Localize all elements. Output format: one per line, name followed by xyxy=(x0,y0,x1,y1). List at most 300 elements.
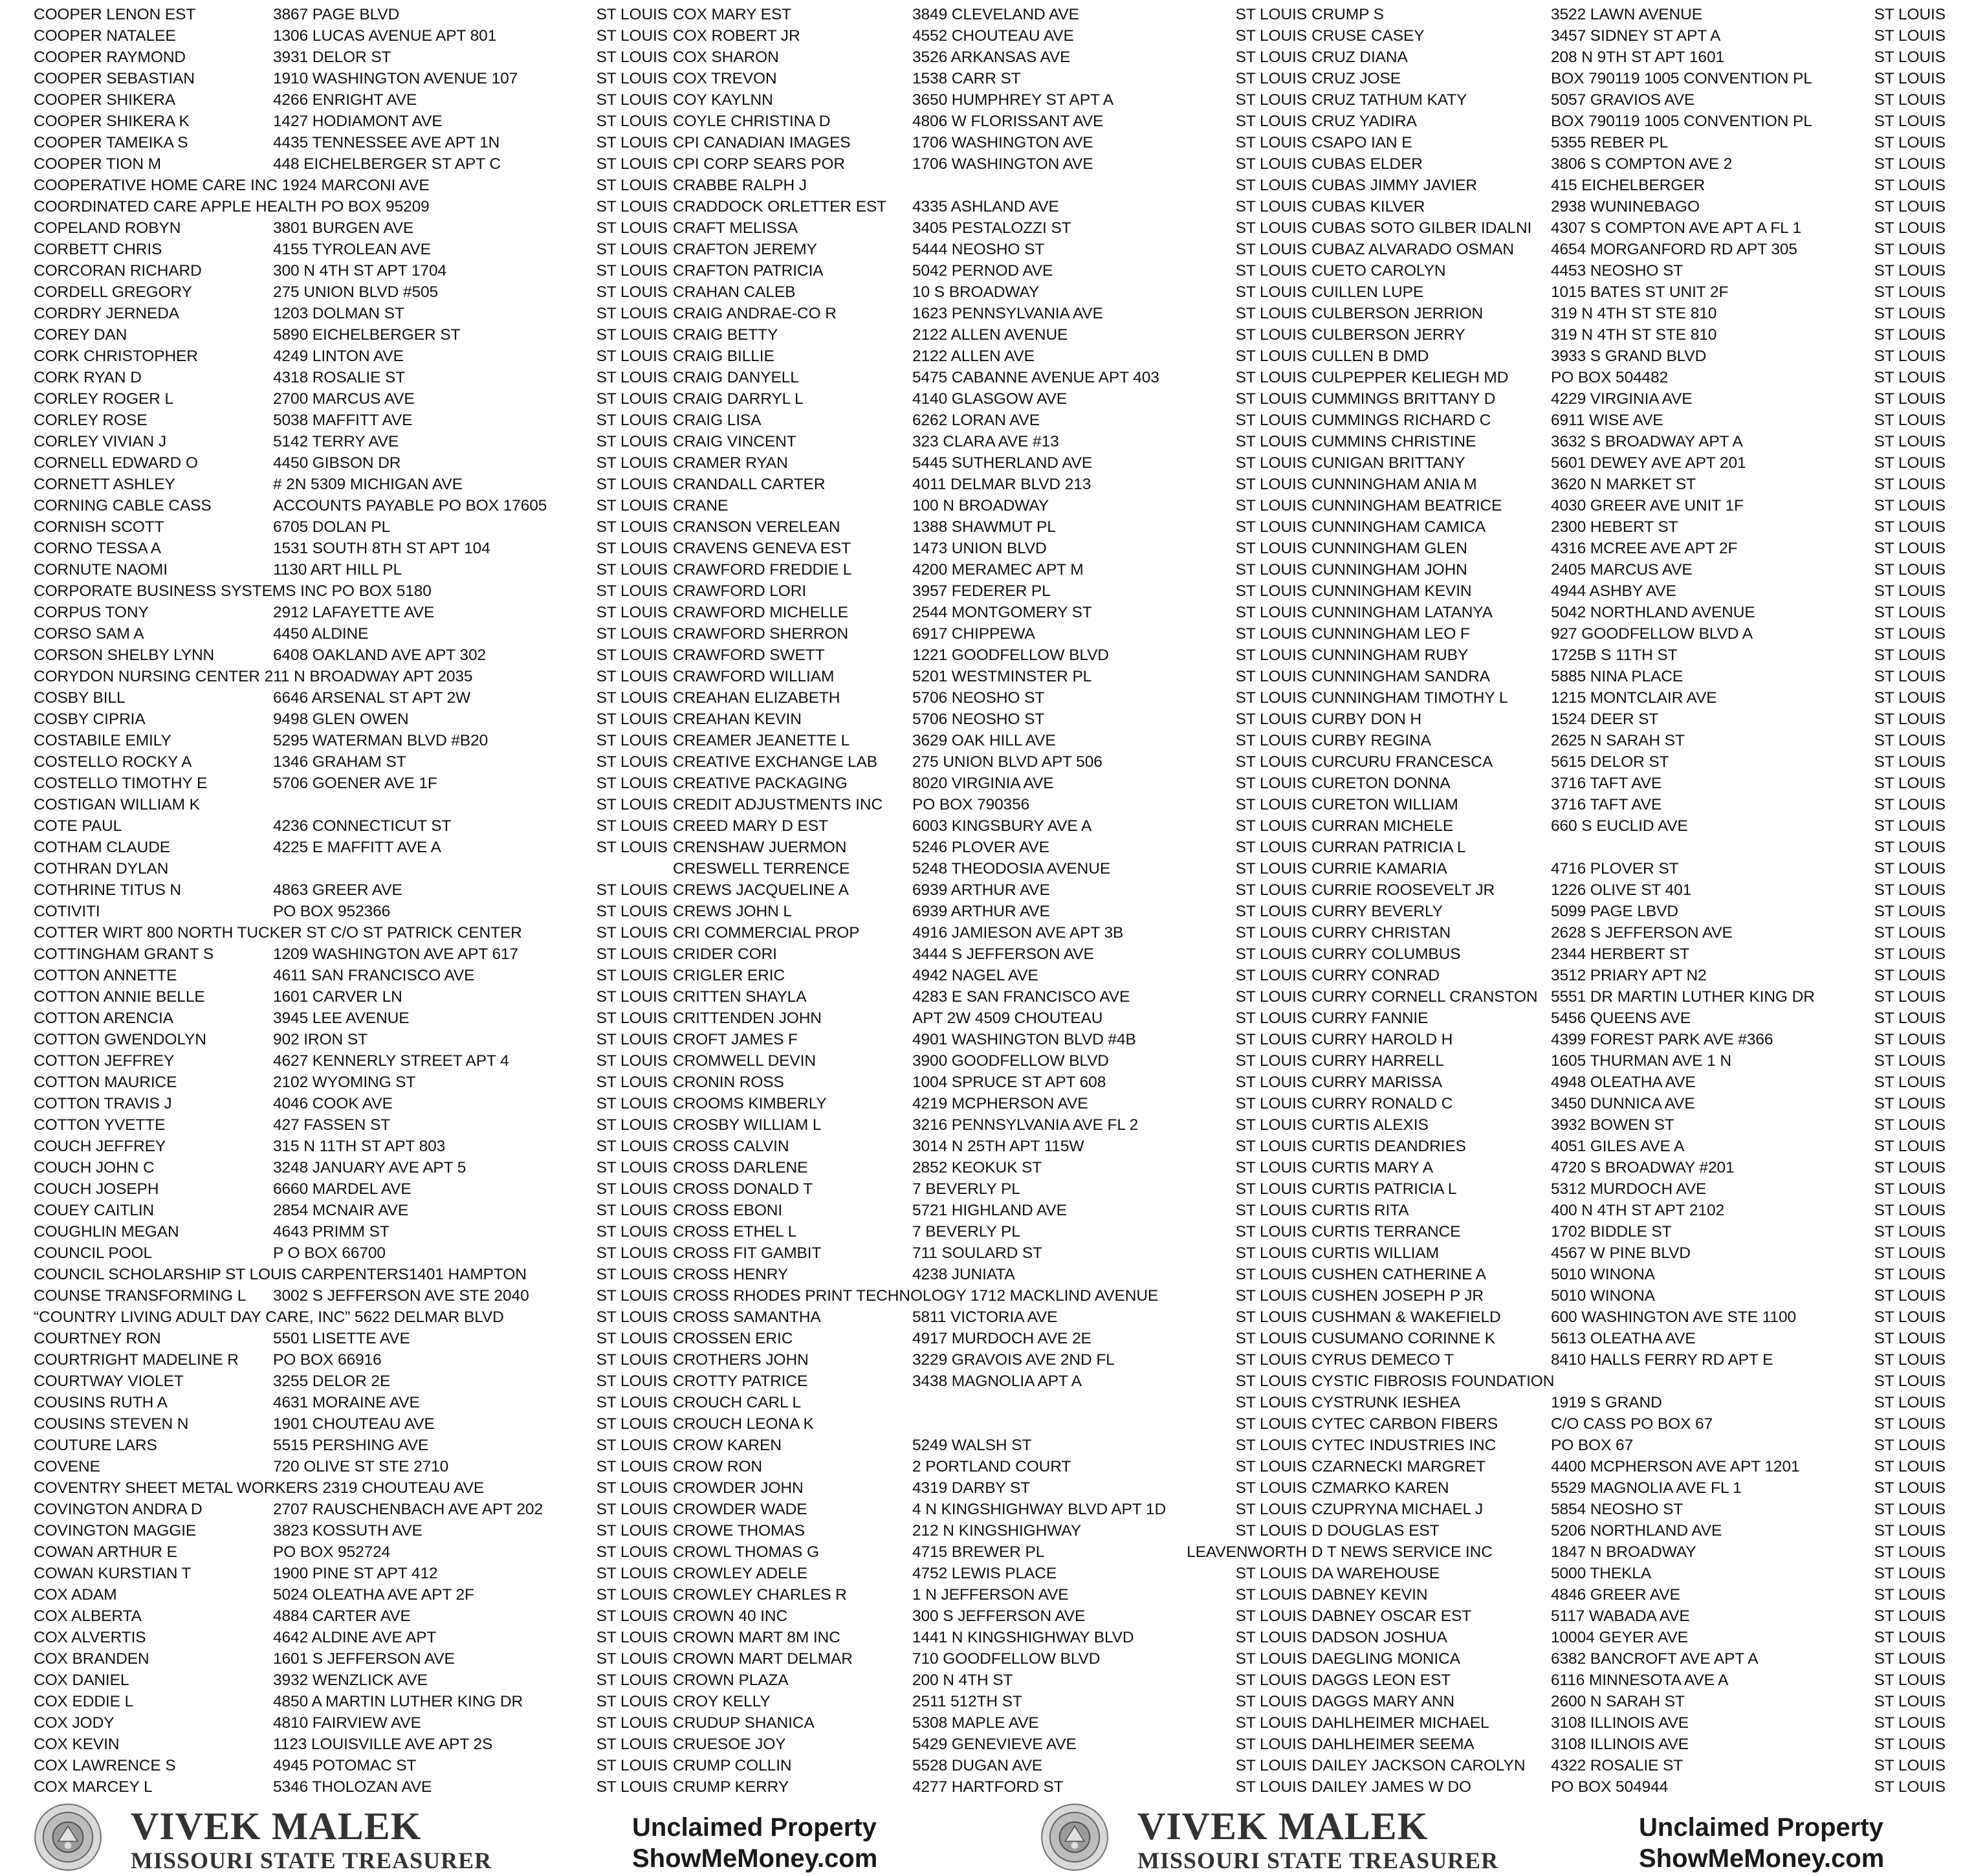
missouri-state-seal-icon xyxy=(34,1803,102,1871)
owner-city: ST LOUIS xyxy=(1874,1266,1946,1283)
list-item xyxy=(673,773,1307,794)
owner-name: CUSUMANO CORINNE K xyxy=(1311,1330,1496,1347)
owner-name: CYRUS DEMECO T xyxy=(1311,1351,1454,1369)
list-item xyxy=(673,324,1307,346)
list-item xyxy=(673,1712,1307,1734)
list-item xyxy=(34,773,668,794)
owner-name: CRADDOCK ORLETTER EST xyxy=(673,198,887,215)
list-item xyxy=(1311,260,1946,281)
list-item xyxy=(34,281,668,303)
owner-name: COX ALBERTA xyxy=(34,1607,142,1625)
owner-city: ST LOUIS xyxy=(596,1373,668,1390)
owner-address: 5355 REBER PL xyxy=(1551,134,1669,151)
owner-name: CROSSEN ERIC xyxy=(673,1330,793,1347)
list-item xyxy=(673,1307,1307,1328)
owner-city: ST LOUIS xyxy=(1235,582,1307,600)
owner-name: CROWLEY CHARLES R xyxy=(673,1586,847,1604)
list-item xyxy=(34,837,668,858)
owner-address: 6116 MINNESOTA AVE A xyxy=(1551,1672,1729,1689)
owner-address: APT 2W 4509 CHOUTEAU xyxy=(912,1010,1103,1027)
owner-city: ST LOUIS xyxy=(1874,903,1946,920)
owner-city: ST LOUIS xyxy=(1874,753,1946,771)
owner-name: COUSINS STEVEN N xyxy=(34,1415,189,1433)
list-item xyxy=(34,1520,668,1541)
owner-name: CREWS JOHN L xyxy=(673,903,792,920)
owner-city: ST LOUIS xyxy=(1874,1757,1946,1774)
owner-name: COX ADAM xyxy=(34,1586,117,1604)
list-item xyxy=(1311,495,1946,516)
owner-name: CREATIVE PACKAGING xyxy=(673,775,848,792)
list-item xyxy=(34,175,668,196)
program-url[interactable]: ShowMeMoney.com xyxy=(1639,1844,1885,1873)
owner-name: DA WAREHOUSE xyxy=(1311,1565,1440,1582)
list-item xyxy=(34,1072,668,1093)
owner-address: 415 EICHELBERGER xyxy=(1551,177,1705,194)
owner-name: COUCH JEFFREY xyxy=(34,1138,166,1155)
owner-address: 2707 RAUSCHENBACH AVE APT 202 xyxy=(273,1501,543,1518)
owner-address: 9498 GLEN OWEN xyxy=(273,711,409,728)
owner-name: CREAHAN KEVIN xyxy=(673,711,802,728)
owner-city: ST LOUIS xyxy=(1235,1052,1307,1070)
owner-name: CORK CHRISTOPHER xyxy=(34,348,198,365)
owner-name: CURRY HARRELL xyxy=(1311,1052,1444,1070)
listing-column-1 xyxy=(34,4,668,1798)
owner-name: CURTIS ALEXIS xyxy=(1311,1116,1429,1134)
owner-city: ST LOUIS xyxy=(1874,839,1946,856)
owner-name: COUSINS RUTH A xyxy=(34,1394,168,1411)
owner-address: 3108 ILLINOIS AVE xyxy=(1551,1736,1689,1753)
list-item xyxy=(34,132,668,153)
list-item xyxy=(1311,324,1946,346)
owner-name: CROSS CALVIN xyxy=(673,1138,789,1155)
owner-name: CRAHAN CALEB xyxy=(673,283,796,301)
owner-address: 2700 MARCUS AVE xyxy=(273,390,415,408)
owner-name: DADSON JOSHUA xyxy=(1311,1629,1447,1646)
list-item xyxy=(1311,986,1946,1008)
owner-address: 6408 OAKLAND AVE APT 302 xyxy=(273,646,487,664)
list-item xyxy=(1311,666,1946,687)
owner-name: CRAFTON PATRICIA xyxy=(673,262,824,280)
owner-address: 1623 PENNSYLVANIA AVE xyxy=(912,305,1103,322)
owner-address: 1531 SOUTH 8TH ST APT 104 xyxy=(273,540,490,557)
owner-city: ST LOUIS xyxy=(1235,1629,1307,1646)
list-item xyxy=(1311,730,1946,751)
owner-address: 711 SOULARD ST xyxy=(912,1244,1043,1262)
list-item xyxy=(673,1627,1307,1648)
owner-name: CRENSHAW JUERMON xyxy=(673,839,847,856)
owner-name: COUNSE TRANSFORMING L xyxy=(34,1287,247,1305)
owner-address: 5346 THOLOZAN AVE xyxy=(273,1778,432,1796)
owner-city: ST LOUIS xyxy=(596,348,668,365)
owner-name: COUNCIL SCHOLARSHIP ST LOUIS CARPENTERS1401 HAMPTON xyxy=(34,1266,527,1283)
program-url[interactable]: ShowMeMoney.com xyxy=(632,1844,878,1873)
owner-city: ST LOUIS xyxy=(596,1757,668,1774)
owner-address: 1130 ART HILL PL xyxy=(273,561,402,579)
owner-city: ST LOUIS xyxy=(1874,1778,1946,1796)
owner-city: ST LOUIS xyxy=(1874,1031,1946,1048)
owner-address: 4884 CARTER AVE xyxy=(273,1607,411,1625)
owner-address: 720 OLIVE ST STE 2710 xyxy=(273,1458,449,1475)
list-item xyxy=(1311,944,1946,965)
list-item xyxy=(673,794,1307,815)
owner-address: 4319 DARBY ST xyxy=(912,1479,1031,1497)
list-item xyxy=(673,281,1307,303)
owner-name: CRONIN ROSS xyxy=(673,1074,784,1091)
owner-name: CRAWFORD LORI xyxy=(673,582,807,600)
owner-address: 3932 BOWEN ST xyxy=(1551,1116,1674,1134)
list-item xyxy=(34,260,668,281)
owner-address: 319 N 4TH ST STE 810 xyxy=(1551,305,1717,322)
owner-name: CREATIVE EXCHANGE LAB xyxy=(673,753,878,771)
owner-address: 4450 ALDINE xyxy=(273,625,369,643)
list-item xyxy=(34,1392,668,1413)
list-item xyxy=(1311,431,1946,452)
owner-city: ST LOUIS xyxy=(596,113,668,130)
list-item xyxy=(673,922,1307,944)
owner-address: 3931 DELOR ST xyxy=(273,49,391,66)
list-item xyxy=(1311,1627,1946,1648)
owner-address: 5501 LISETTE AVE xyxy=(273,1330,410,1347)
owner-city: ST LOUIS xyxy=(596,326,668,344)
list-item xyxy=(34,965,668,986)
list-item xyxy=(34,730,668,751)
owner-name: CRUDUP SHANICA xyxy=(673,1714,815,1732)
owner-name: CUNNINGHAM CAMICA xyxy=(1311,518,1486,536)
list-item xyxy=(673,986,1307,1008)
owner-address: 3629 OAK HILL AVE xyxy=(912,732,1056,749)
owner-address: 300 S JEFFERSON AVE xyxy=(912,1607,1086,1625)
owner-city: ST LOUIS xyxy=(1874,27,1946,45)
owner-city: ST LOUIS xyxy=(1874,1308,1946,1326)
list-item xyxy=(673,1157,1307,1178)
owner-name: CORK RYAN D xyxy=(34,369,142,386)
owner-name: CRUZ TATHUM KATY xyxy=(1311,91,1467,109)
owner-name: CREDIT ADJUSTMENTS INC xyxy=(673,796,883,813)
owner-address: 5099 PAGE LBVD xyxy=(1551,903,1678,920)
owner-name: CUETO CAROLYN xyxy=(1311,262,1446,280)
owner-name: CORBETT CHRIS xyxy=(34,241,162,258)
list-item xyxy=(34,559,668,580)
owner-name: CROSS DONALD T xyxy=(673,1180,813,1198)
owner-name: CURRY COLUMBUS xyxy=(1311,945,1461,963)
owner-name: COTE PAUL xyxy=(34,817,122,835)
owner-address: 1209 WASHINGTON AVE APT 617 xyxy=(273,945,519,963)
list-item xyxy=(1311,1114,1946,1136)
owner-city: ST LOUIS xyxy=(1235,219,1307,237)
owner-address: 6382 BANCROFT AVE APT A xyxy=(1551,1650,1759,1668)
owner-name: CZARNECKI MARGRET xyxy=(1311,1458,1486,1475)
owner-name: CRABBE RALPH J xyxy=(673,177,807,194)
owner-name: CURRY CORNELL CRANSTON xyxy=(1311,988,1538,1006)
list-item xyxy=(34,901,668,922)
list-item xyxy=(673,367,1307,388)
owner-city: ST LOUIS xyxy=(596,1479,668,1497)
owner-city: ST LOUIS xyxy=(596,70,668,87)
owner-name: CUBAS KILVER xyxy=(1311,198,1425,215)
list-item xyxy=(673,730,1307,751)
owner-name: DABNEY OSCAR EST xyxy=(1311,1607,1472,1625)
footer-group-right xyxy=(1040,1799,1985,1876)
owner-city: ST LOUIS xyxy=(596,1330,668,1347)
list-item xyxy=(1311,1563,1946,1584)
owner-name: CROWLEY ADELE xyxy=(673,1565,807,1582)
owner-address: 5601 DEWEY AVE APT 201 xyxy=(1551,454,1746,472)
owner-city: ST LOUIS xyxy=(596,967,668,984)
list-item xyxy=(34,879,668,901)
owner-city: ST LOUIS xyxy=(596,1266,668,1283)
owner-city: ST LOUIS xyxy=(596,1565,668,1582)
list-item xyxy=(673,260,1307,281)
owner-name: CURRIE KAMARIA xyxy=(1311,860,1447,877)
owner-city: ST LOUIS xyxy=(596,1394,668,1411)
owner-name: COOPER SHIKERA xyxy=(34,91,176,109)
owner-name: COSTELLO TIMOTHY E xyxy=(34,775,208,792)
owner-name: CYTEC CARBON FIBERS xyxy=(1311,1415,1498,1433)
owner-name: COURTRIGHT MADELINE R xyxy=(34,1351,239,1369)
owner-name: CURRIE ROOSEVELT JR xyxy=(1311,881,1495,899)
owner-address: 4 N KINGSHIGHWAY BLVD APT 1D xyxy=(912,1501,1167,1518)
owner-city: ST LOUIS xyxy=(1235,1202,1307,1219)
owner-name: COVINGTON ANDRA D xyxy=(34,1501,203,1518)
list-item xyxy=(673,410,1307,431)
list-item xyxy=(673,837,1307,858)
owner-name: CUILLEN LUPE xyxy=(1311,283,1424,301)
list-item xyxy=(673,559,1307,580)
owner-name: COPELAND ROBYN xyxy=(34,219,181,237)
owner-name: CURRY CHRISTAN xyxy=(1311,924,1451,942)
list-item xyxy=(673,1200,1307,1221)
owner-city: ST LOUIS xyxy=(1235,881,1307,899)
owner-city: ST LOUIS xyxy=(596,1778,668,1796)
owner-name: CRITTEN SHAYLA xyxy=(673,988,807,1006)
owner-name: COOPER RAYMOND xyxy=(34,49,186,66)
owner-address: 2405 MARCUS AVE xyxy=(1551,561,1693,579)
owner-name: COUNCIL POOL xyxy=(34,1244,153,1262)
list-item xyxy=(673,153,1307,175)
owner-name: CROSS HENRY xyxy=(673,1266,789,1283)
owner-address: 4011 DELMAR BLVD 213 xyxy=(912,476,1091,493)
owner-address: 4225 E MAFFITT AVE A xyxy=(273,839,441,856)
list-item xyxy=(673,175,1307,196)
owner-name: CUBAS ELDER xyxy=(1311,155,1423,173)
owner-name: COUEY CAITLIN xyxy=(34,1202,155,1219)
owner-name: CYSTRUNK IESHEA xyxy=(1311,1394,1460,1411)
owner-address: 5246 PLOVER AVE xyxy=(912,839,1049,856)
owner-address: 3522 LAWN AVENUE xyxy=(1551,6,1702,23)
list-item xyxy=(34,1477,668,1499)
owner-address: 1605 THURMAN AVE 1 N xyxy=(1551,1052,1731,1070)
owner-name: COTTER WIRT 800 NORTH TUCKER ST C/O ST PATRICK CENTER xyxy=(34,924,522,942)
owner-address: 319 N 4TH ST STE 810 xyxy=(1551,326,1717,344)
owner-name: COTTON MAURICE xyxy=(34,1074,177,1091)
list-item xyxy=(673,1221,1307,1242)
owner-name: CUNNINGHAM JOHN xyxy=(1311,561,1467,579)
list-item xyxy=(673,239,1307,260)
owner-address: 6646 ARSENAL ST APT 2W xyxy=(273,689,471,707)
owner-city: ST LOUIS xyxy=(1235,817,1307,835)
list-item xyxy=(1311,901,1946,922)
owner-name: COUTURE LARS xyxy=(34,1437,157,1454)
owner-city: ST LOUIS xyxy=(596,1607,668,1625)
owner-city: ST LOUIS xyxy=(1874,348,1946,365)
owner-address: 1123 LOUISVILLE AVE APT 2S xyxy=(273,1736,493,1753)
owner-address: 6911 WISE AVE xyxy=(1551,412,1663,429)
owner-address: 3002 S JEFFERSON AVE STE 2040 xyxy=(273,1287,529,1305)
list-item xyxy=(34,1050,668,1072)
owner-city: ST LOUIS xyxy=(596,668,668,685)
owner-city: ST LOUIS xyxy=(1235,1693,1307,1710)
list-item xyxy=(673,431,1307,452)
owner-city: ST LOUIS xyxy=(596,219,668,237)
owner-city: ST LOUIS xyxy=(1235,497,1307,514)
owner-address: 3806 S COMPTON AVE 2 xyxy=(1551,155,1733,173)
owner-city: ST LOUIS xyxy=(596,49,668,66)
list-item xyxy=(673,1178,1307,1200)
owner-city: ST LOUIS xyxy=(596,283,668,301)
list-item xyxy=(1311,516,1946,538)
owner-address: 3650 HUMPHREY ST APT A xyxy=(912,91,1114,109)
owner-name: D DOUGLAS EST xyxy=(1311,1522,1440,1539)
owner-address: 4435 TENNESSEE AVE APT 1N xyxy=(273,134,500,151)
owner-address: 323 CLARA AVE #13 xyxy=(912,433,1059,450)
owner-city: ST LOUIS xyxy=(1235,1373,1307,1390)
owner-address: 5528 DUGAN AVE xyxy=(912,1757,1043,1774)
owner-name: DAGGS MARY ANN xyxy=(1311,1693,1454,1710)
owner-address: 212 N KINGSHIGHWAY xyxy=(912,1522,1081,1539)
list-item xyxy=(34,645,668,666)
owner-name: CURBY REGINA xyxy=(1311,732,1431,749)
owner-address: 1702 BIDDLE ST xyxy=(1551,1223,1672,1241)
owner-name: COTTON ANNIE BELLE xyxy=(34,988,205,1006)
owner-name: “COUNTRY LIVING ADULT DAY CARE, INC” 5622 DELMAR BLVD xyxy=(34,1308,504,1326)
owner-name: COVENE xyxy=(34,1458,100,1475)
owner-name: DABNEY KEVIN xyxy=(1311,1586,1428,1604)
list-item xyxy=(673,1413,1307,1435)
owner-city: ST LOUIS xyxy=(596,1159,668,1176)
list-item xyxy=(1311,1392,1946,1413)
list-item xyxy=(34,922,668,944)
list-item xyxy=(34,474,668,495)
owner-address: 3716 TAFT AVE xyxy=(1551,775,1662,792)
owner-city: ST LOUIS xyxy=(596,839,668,856)
owner-name: CZUPRYNA MICHAEL J xyxy=(1311,1501,1484,1518)
owner-address: 4850 A MARTIN LUTHER KING DR xyxy=(273,1693,523,1710)
owner-name: CORCORAN RICHARD xyxy=(34,262,202,280)
owner-name: COSTIGAN WILLIAM K xyxy=(34,796,200,813)
list-item xyxy=(34,1114,668,1136)
owner-name: COORDINATED CARE APPLE HEALTH PO BOX 95209 xyxy=(34,198,430,215)
owner-address: PO BOX 952724 xyxy=(273,1543,391,1561)
owner-name: CROFT JAMES F xyxy=(673,1031,798,1048)
owner-address: 1215 MONTCLAIR AVE xyxy=(1551,689,1717,707)
owner-address: 4945 POTOMAC ST xyxy=(273,1757,417,1774)
owner-city: ST LOUIS xyxy=(1874,796,1946,813)
owner-city: ST LOUIS xyxy=(1235,1714,1307,1732)
owner-city: ST LOUIS xyxy=(596,1736,668,1753)
owner-address: 1346 GRAHAM ST xyxy=(273,753,406,771)
list-item xyxy=(34,538,668,559)
owner-name: CRUESOE JOY xyxy=(673,1736,786,1753)
list-item xyxy=(34,794,668,815)
owner-city: ST LOUIS xyxy=(1235,1565,1307,1582)
list-item xyxy=(1311,773,1946,794)
owner-city: ST LOUIS xyxy=(596,689,668,707)
owner-name: COX BRANDEN xyxy=(34,1650,149,1668)
list-item xyxy=(673,538,1307,559)
list-item xyxy=(1311,1435,1946,1456)
owner-name: CRUSE CASEY xyxy=(1311,27,1425,45)
owner-address: 4450 GIBSON DR xyxy=(273,454,401,472)
owner-city: ST LOUIS xyxy=(1235,518,1307,536)
list-item xyxy=(1311,709,1946,730)
owner-name: COVENTRY SHEET METAL WORKERS 2319 CHOUTEAU AVE xyxy=(34,1479,485,1497)
owner-name: COX TREVON xyxy=(673,70,777,87)
owner-name: COTTON TRAVIS J xyxy=(34,1095,172,1112)
owner-city: ST LOUIS xyxy=(1235,1351,1307,1369)
owner-address: 2102 WYOMING ST xyxy=(273,1074,416,1091)
owner-name: COOPER TAMEIKA S xyxy=(34,134,188,151)
list-item xyxy=(34,1008,668,1029)
owner-name: CROY KELLY xyxy=(673,1693,771,1710)
list-item xyxy=(673,1136,1307,1157)
list-item xyxy=(673,1520,1307,1541)
owner-name: CROWDER WADE xyxy=(673,1501,807,1518)
owner-address: 1901 CHOUTEAU AVE xyxy=(273,1415,435,1433)
owner-city: ST LOUIS xyxy=(1235,796,1307,813)
owner-address: 4715 BREWER PL xyxy=(912,1543,1045,1561)
owner-address: 5706 NEOSHO ST xyxy=(912,689,1045,707)
owner-address: 4944 ASHBY AVE xyxy=(1551,582,1676,600)
owner-address: 2122 ALLEN AVENUE xyxy=(912,326,1068,344)
owner-city: ST LOUIS xyxy=(1874,1607,1946,1625)
list-item xyxy=(673,709,1307,730)
owner-name: CSAPO IAN E xyxy=(1311,134,1412,151)
owner-address: C/O CASS PO BOX 67 xyxy=(1551,1415,1713,1433)
owner-name: CRANSON VERELEAN xyxy=(673,518,840,536)
owner-address: 4238 JUNIATA xyxy=(912,1266,1015,1283)
owner-address: 3867 PAGE BLVD xyxy=(273,6,400,23)
owner-name: CORSON SHELBY LYNN xyxy=(34,646,215,664)
owner-address: 1524 DEER ST xyxy=(1551,711,1659,728)
owner-city: ST LOUIS xyxy=(1235,1672,1307,1689)
owner-city: ST LOUIS xyxy=(1235,839,1307,856)
program-name: Unclaimed Property xyxy=(632,1813,877,1842)
list-item xyxy=(1311,794,1946,815)
owner-address: 4335 ASHLAND AVE xyxy=(912,198,1059,215)
owner-address: 2625 N SARAH ST xyxy=(1551,732,1685,749)
owner-address: 315 N 11TH ST APT 803 xyxy=(273,1138,446,1155)
list-item xyxy=(1311,1499,1946,1520)
owner-city: ST LOUIS xyxy=(1874,988,1946,1006)
list-item xyxy=(1311,1413,1946,1435)
owner-city: ST LOUIS xyxy=(1235,1522,1307,1539)
owner-city: ST LOUIS xyxy=(596,412,668,429)
owner-address: 4236 CONNECTICUT ST xyxy=(273,817,452,835)
owner-name: COSBY BILL xyxy=(34,689,126,707)
list-item xyxy=(673,388,1307,410)
owner-address: PO BOX 504482 xyxy=(1551,369,1669,386)
list-item xyxy=(673,474,1307,495)
owner-city: ST LOUIS xyxy=(1874,1693,1946,1710)
owner-name: CURETON WILLIAM xyxy=(1311,796,1458,813)
list-item xyxy=(1311,1285,1946,1307)
owner-city: ST LOUIS xyxy=(1235,1138,1307,1155)
owner-name: CROSS SAMANTHA xyxy=(673,1308,821,1326)
owner-address: 3932 WENZLICK AVE xyxy=(273,1672,428,1689)
list-item xyxy=(34,1413,668,1435)
owner-city: ST LOUIS xyxy=(1235,1394,1307,1411)
list-item xyxy=(673,666,1307,687)
